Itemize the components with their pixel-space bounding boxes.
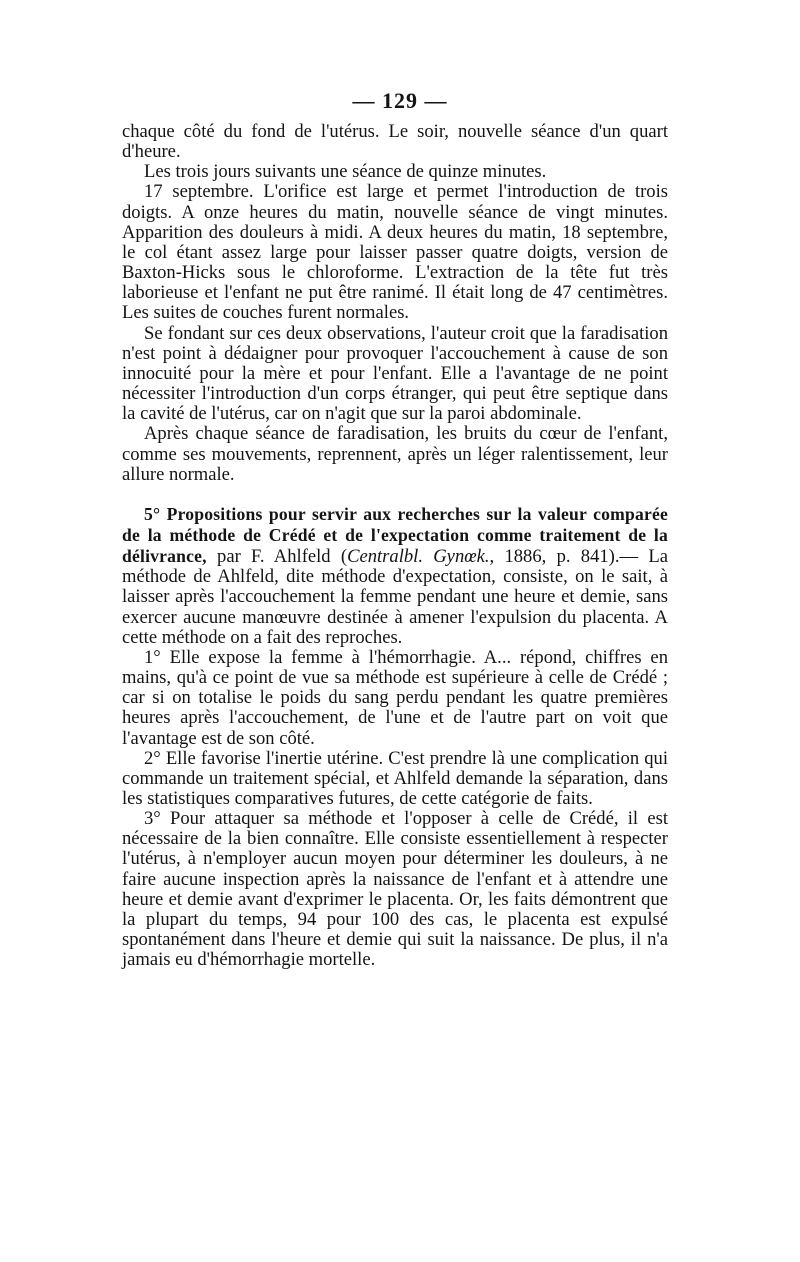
point-3: 3° Pour attaquer sa méthode et l'opposer à celle de Crédé, il est nécessaire de la bien connaître. Elle consiste essentiellement à respecter l'utérus, à n'employer aucun moyen pour déterminer les douleurs, à ne faire aucune inspection après la naissance de l'enfant et à attendre une heure et demie avant d'exprimer le placenta. Or, les faits démontrent que la plupart du temps, 94 pour 100 des cas, le placenta est expulsé spontanément dans l'heure et demie qui suit la naissance. De plus, il n'a jamais eu d'hémorrhagie mortelle. xyxy=(122,808,668,971)
page-body xyxy=(122,122,668,970)
section-journal: Centralbl. Gynœk. xyxy=(347,546,490,568)
page-number: — 129 — xyxy=(352,88,448,113)
point-1: 1° Elle expose la femme à l'hémorrhagie. A... répond, chiffres en mains, qu'à ce point de vue sa méthode est supérieure à celle de Crédé ; car si on totalise le poids du sang perdu pendant les quatre premières heures après l'accouchement, de l'une et de l'autre part on voit que l'avantage est de son côté. xyxy=(122,646,668,749)
point-2: 2° Elle favorise l'inertie utérine. C'est prendre là une complication qui commande un traitement spécial, et Ahlfeld demande la séparation, dans les statistiques comparatives futures, de cette catégorie de faits. xyxy=(122,747,668,809)
paragraph-fetal-heart: Après chaque séance de faradisation, les bruits du cœur de l'enfant, comme ses mouvements, reprennent, après un léger ralentissement, leur allure normale. xyxy=(122,423,668,485)
section-author: par F. Ahlfeld ( xyxy=(206,546,348,568)
paragraph-september-17: 17 septembre. L'orifice est large et permet l'introduction de trois doigts. A onze heures du matin, nouvelle séance de vingt minutes. Apparition des douleurs à midi. A deux heures du matin, 18 septembre, le col étant assez large pour laisser passer quatre doigts, version de Baxton-Hicks sous le chloroforme. L'extraction de la tête fut très laborieuse et l'enfant ne put être ranimé. Il était long de 47 centimètres. Les suites de couches furent normales. xyxy=(122,181,668,324)
section-citation: , 1886, p. 841).— La méthode de Ahlfeld, dite méthode d'expectation, consiste, on le sait, à laisser après l'accouchement la femme pendant une heure et demie, sans exercer aucune manœuvre destinée à amener l'expulsion du placenta. A cette méthode on a fait des reproches. xyxy=(122,546,668,648)
section-paragraph xyxy=(122,504,668,648)
paragraph-following-days: Les trois jours suivants une séance de quinze minutes. xyxy=(144,161,547,183)
paragraph-continuation: chaque côté du fond de l'utérus. Le soir, nouvelle séance d'un quart d'heure. xyxy=(122,121,668,163)
paragraph-author-conclusion: Se fondant sur ces deux observations, l'auteur croit que la faradisation n'est point à dédaigner pour provoquer l'accouchement à cause de son innocuité pour la mère et pour l'enfant. Elle a l'avantage de ne point nécessiter l'introduction d'un corps étranger, qui peut être septique dans la cavité de l'utérus, car on n'agit que sur la paroi abdominale. xyxy=(122,322,668,425)
section-title: 5° Propositions pour servir aux recherches sur la valeur comparée de la méthode de Crédé et de l'expectation comme traitement de la délivrance, xyxy=(122,503,668,567)
